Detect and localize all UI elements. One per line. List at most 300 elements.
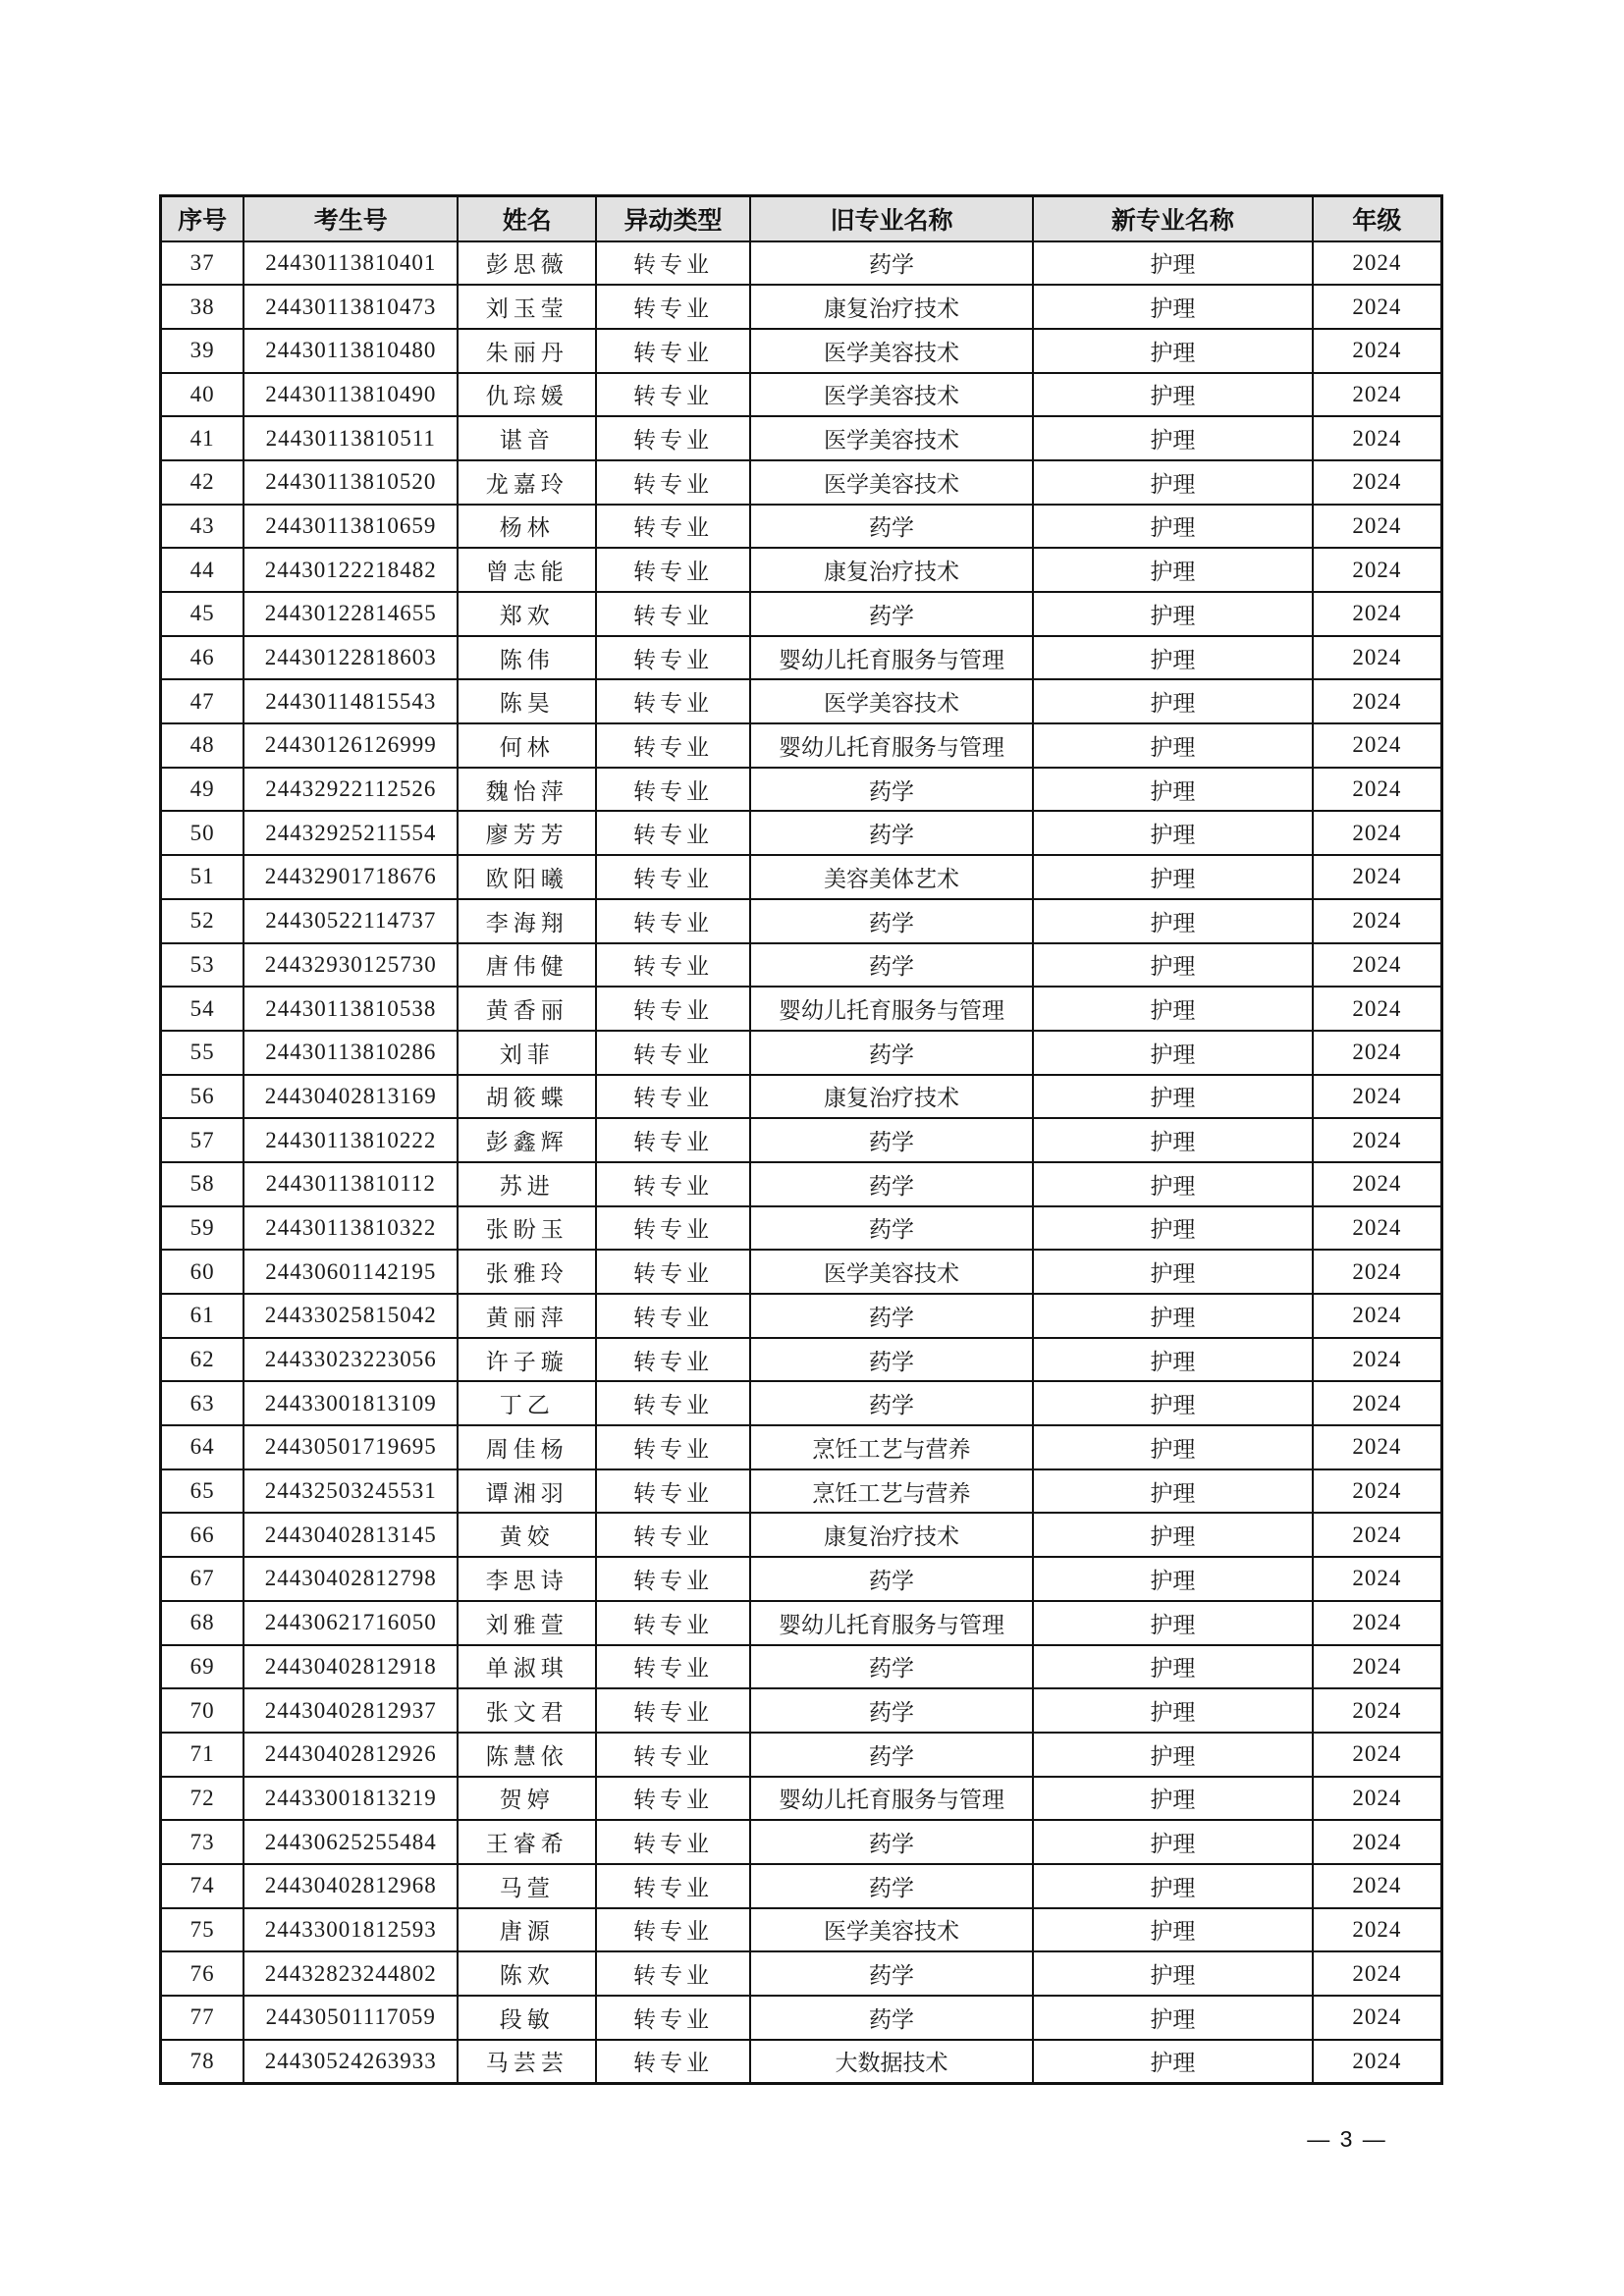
cell-new_major: 护理 — [1033, 1820, 1312, 1864]
cell-new_major: 护理 — [1033, 592, 1312, 636]
cell-id: 24430402813169 — [244, 1075, 458, 1119]
cell-seq: 62 — [161, 1338, 244, 1382]
table-row — [161, 1601, 1442, 1645]
cell-type: 转专业 — [596, 505, 750, 549]
cell-grade: 2024 — [1313, 1820, 1442, 1864]
cell-type: 转专业 — [596, 723, 750, 768]
cell-type: 转专业 — [596, 1075, 750, 1119]
cell-grade: 2024 — [1313, 1557, 1442, 1601]
cell-new_major: 护理 — [1033, 548, 1312, 592]
cell-type: 转专业 — [596, 1338, 750, 1382]
cell-old_major: 康复治疗技术 — [750, 285, 1033, 329]
cell-id: 24432503245531 — [244, 1469, 458, 1514]
cell-type: 转专业 — [596, 416, 750, 460]
table-row — [161, 1777, 1442, 1821]
cell-new_major: 护理 — [1033, 1206, 1312, 1251]
cell-new_major: 护理 — [1033, 679, 1312, 723]
cell-grade: 2024 — [1313, 1250, 1442, 1294]
cell-id: 24432823244802 — [244, 1951, 458, 1996]
cell-old_major: 药学 — [750, 1557, 1033, 1601]
cell-new_major: 护理 — [1033, 987, 1312, 1031]
cell-seq: 44 — [161, 548, 244, 592]
cell-new_major: 护理 — [1033, 943, 1312, 988]
table-row — [161, 1733, 1442, 1777]
cell-id: 24430113810112 — [244, 1162, 458, 1206]
cell-name: 陈伟 — [458, 636, 596, 680]
cell-type: 转专业 — [596, 1908, 750, 1952]
cell-grade: 2024 — [1313, 548, 1442, 592]
table-row — [161, 679, 1442, 723]
cell-type: 转专业 — [596, 1951, 750, 1996]
table-row — [161, 505, 1442, 549]
cell-name: 李海翔 — [458, 899, 596, 943]
table-row — [161, 1075, 1442, 1119]
cell-type: 转专业 — [596, 1031, 750, 1075]
cell-new_major: 护理 — [1033, 768, 1312, 812]
cell-type: 转专业 — [596, 1118, 750, 1162]
cell-seq: 45 — [161, 592, 244, 636]
cell-new_major: 护理 — [1033, 1118, 1312, 1162]
cell-new_major: 护理 — [1033, 329, 1312, 373]
cell-grade: 2024 — [1313, 285, 1442, 329]
cell-seq: 60 — [161, 1250, 244, 1294]
cell-type: 转专业 — [596, 1820, 750, 1864]
cell-name: 谌音 — [458, 416, 596, 460]
table-row — [161, 1425, 1442, 1469]
cell-name: 魏怡萍 — [458, 768, 596, 812]
cell-new_major: 护理 — [1033, 373, 1312, 417]
table-row — [161, 1513, 1442, 1557]
cell-name: 许子璇 — [458, 1338, 596, 1382]
cell-grade: 2024 — [1313, 329, 1442, 373]
table-row — [161, 855, 1442, 899]
cell-type: 转专业 — [596, 1688, 750, 1733]
student-transfer-table — [159, 194, 1443, 2085]
table-row — [161, 987, 1442, 1031]
cell-name: 曾志能 — [458, 548, 596, 592]
table-row — [161, 416, 1442, 460]
cell-id: 24430113810659 — [244, 505, 458, 549]
cell-new_major: 护理 — [1033, 460, 1312, 505]
cell-new_major: 护理 — [1033, 1294, 1312, 1338]
cell-old_major: 康复治疗技术 — [750, 1075, 1033, 1119]
cell-seq: 66 — [161, 1513, 244, 1557]
table-row — [161, 329, 1442, 373]
cell-grade: 2024 — [1313, 1075, 1442, 1119]
cell-new_major: 护理 — [1033, 1075, 1312, 1119]
cell-grade: 2024 — [1313, 1162, 1442, 1206]
cell-id: 24430402812918 — [244, 1645, 458, 1689]
cell-id: 24432901718676 — [244, 855, 458, 899]
cell-id: 24430113810511 — [244, 416, 458, 460]
cell-name: 刘玉莹 — [458, 285, 596, 329]
cell-grade: 2024 — [1313, 1513, 1442, 1557]
cell-old_major: 康复治疗技术 — [750, 548, 1033, 592]
cell-old_major: 药学 — [750, 1951, 1033, 1996]
cell-old_major: 美容美体艺术 — [750, 855, 1033, 899]
cell-old_major: 药学 — [750, 768, 1033, 812]
cell-old_major: 药学 — [750, 1864, 1033, 1908]
cell-seq: 37 — [161, 241, 244, 286]
cell-new_major: 护理 — [1033, 723, 1312, 768]
table-row — [161, 1118, 1442, 1162]
cell-id: 24430524263933 — [244, 2040, 458, 2084]
cell-grade: 2024 — [1313, 1951, 1442, 1996]
cell-old_major: 烹饪工艺与营养 — [750, 1425, 1033, 1469]
cell-seq: 49 — [161, 768, 244, 812]
cell-seq: 73 — [161, 1820, 244, 1864]
table-row — [161, 1996, 1442, 2040]
cell-grade: 2024 — [1313, 723, 1442, 768]
table-row — [161, 636, 1442, 680]
cell-name: 黄香丽 — [458, 987, 596, 1031]
cell-name: 王睿希 — [458, 1820, 596, 1864]
table-row — [161, 592, 1442, 636]
cell-type: 转专业 — [596, 1250, 750, 1294]
column-header-type: 异动类型 — [596, 196, 750, 241]
cell-name: 廖芳芳 — [458, 811, 596, 855]
cell-new_major: 护理 — [1033, 811, 1312, 855]
cell-type: 转专业 — [596, 899, 750, 943]
cell-old_major: 药学 — [750, 811, 1033, 855]
cell-id: 24432930125730 — [244, 943, 458, 988]
cell-seq: 51 — [161, 855, 244, 899]
cell-grade: 2024 — [1313, 1425, 1442, 1469]
cell-grade: 2024 — [1313, 1118, 1442, 1162]
cell-name: 胡筱蝶 — [458, 1075, 596, 1119]
cell-type: 转专业 — [596, 1425, 750, 1469]
column-header-id: 考生号 — [244, 196, 458, 241]
table-row — [161, 1031, 1442, 1075]
cell-name: 刘菲 — [458, 1031, 596, 1075]
cell-new_major: 护理 — [1033, 1908, 1312, 1952]
cell-grade: 2024 — [1313, 1381, 1442, 1425]
page-number: — 3 — — [1307, 2126, 1387, 2152]
cell-id: 24430122218482 — [244, 548, 458, 592]
cell-old_major: 康复治疗技术 — [750, 1513, 1033, 1557]
cell-new_major: 护理 — [1033, 1425, 1312, 1469]
cell-old_major: 药学 — [750, 1031, 1033, 1075]
cell-old_major: 医学美容技术 — [750, 1908, 1033, 1952]
cell-name: 陈欢 — [458, 1951, 596, 1996]
cell-old_major: 药学 — [750, 1645, 1033, 1689]
cell-old_major: 烹饪工艺与营养 — [750, 1469, 1033, 1514]
cell-name: 欧阳曦 — [458, 855, 596, 899]
cell-type: 转专业 — [596, 241, 750, 286]
cell-type: 转专业 — [596, 768, 750, 812]
cell-id: 24430113810480 — [244, 329, 458, 373]
cell-grade: 2024 — [1313, 1469, 1442, 1514]
cell-name: 龙嘉玲 — [458, 460, 596, 505]
cell-new_major: 护理 — [1033, 855, 1312, 899]
cell-old_major: 药学 — [750, 1206, 1033, 1251]
cell-grade: 2024 — [1313, 768, 1442, 812]
cell-id: 24430402812937 — [244, 1688, 458, 1733]
cell-type: 转专业 — [596, 1469, 750, 1514]
cell-grade: 2024 — [1313, 1996, 1442, 2040]
cell-old_major: 药学 — [750, 1338, 1033, 1382]
cell-new_major: 护理 — [1033, 1031, 1312, 1075]
cell-seq: 41 — [161, 416, 244, 460]
cell-seq: 50 — [161, 811, 244, 855]
cell-grade: 2024 — [1313, 679, 1442, 723]
cell-name: 单淑琪 — [458, 1645, 596, 1689]
cell-seq: 64 — [161, 1425, 244, 1469]
cell-seq: 55 — [161, 1031, 244, 1075]
cell-seq: 68 — [161, 1601, 244, 1645]
cell-id: 24430501117059 — [244, 1996, 458, 2040]
column-header-old_major: 旧专业名称 — [750, 196, 1033, 241]
cell-new_major: 护理 — [1033, 1688, 1312, 1733]
table-header-row — [161, 196, 1442, 241]
cell-seq: 58 — [161, 1162, 244, 1206]
cell-type: 转专业 — [596, 679, 750, 723]
cell-id: 24430113810401 — [244, 241, 458, 286]
cell-name: 丁乙 — [458, 1381, 596, 1425]
cell-old_major: 药学 — [750, 1688, 1033, 1733]
cell-name: 杨林 — [458, 505, 596, 549]
cell-old_major: 婴幼儿托育服务与管理 — [750, 723, 1033, 768]
cell-type: 转专业 — [596, 285, 750, 329]
cell-type: 转专业 — [596, 1733, 750, 1777]
cell-type: 转专业 — [596, 1777, 750, 1821]
cell-id: 24430625255484 — [244, 1820, 458, 1864]
cell-name: 苏进 — [458, 1162, 596, 1206]
cell-id: 24430402812968 — [244, 1864, 458, 1908]
table-row — [161, 1557, 1442, 1601]
cell-type: 转专业 — [596, 636, 750, 680]
cell-type: 转专业 — [596, 548, 750, 592]
cell-name: 朱丽丹 — [458, 329, 596, 373]
cell-seq: 40 — [161, 373, 244, 417]
cell-type: 转专业 — [596, 1513, 750, 1557]
cell-id: 24430113810222 — [244, 1118, 458, 1162]
cell-grade: 2024 — [1313, 505, 1442, 549]
cell-id: 24430402812798 — [244, 1557, 458, 1601]
cell-new_major: 护理 — [1033, 1469, 1312, 1514]
cell-seq: 56 — [161, 1075, 244, 1119]
cell-type: 转专业 — [596, 987, 750, 1031]
cell-old_major: 医学美容技术 — [750, 679, 1033, 723]
cell-type: 转专业 — [596, 1162, 750, 1206]
cell-name: 唐伟健 — [458, 943, 596, 988]
table-row — [161, 1338, 1442, 1382]
cell-old_major: 医学美容技术 — [750, 460, 1033, 505]
cell-grade: 2024 — [1313, 373, 1442, 417]
table-row — [161, 241, 1442, 286]
cell-seq: 38 — [161, 285, 244, 329]
cell-old_major: 药学 — [750, 592, 1033, 636]
cell-seq: 57 — [161, 1118, 244, 1162]
cell-old_major: 婴幼儿托育服务与管理 — [750, 1777, 1033, 1821]
cell-new_major: 护理 — [1033, 1777, 1312, 1821]
cell-new_major: 护理 — [1033, 1381, 1312, 1425]
table-row — [161, 1864, 1442, 1908]
cell-new_major: 护理 — [1033, 636, 1312, 680]
cell-grade: 2024 — [1313, 241, 1442, 286]
cell-seq: 43 — [161, 505, 244, 549]
cell-name: 郑欢 — [458, 592, 596, 636]
cell-old_major: 药学 — [750, 899, 1033, 943]
cell-type: 转专业 — [596, 855, 750, 899]
cell-id: 24430113810520 — [244, 460, 458, 505]
table-row — [161, 460, 1442, 505]
table-row — [161, 811, 1442, 855]
cell-type: 转专业 — [596, 2040, 750, 2084]
cell-name: 彭思薇 — [458, 241, 596, 286]
table-row — [161, 768, 1442, 812]
cell-old_major: 药学 — [750, 1381, 1033, 1425]
table-row — [161, 285, 1442, 329]
cell-seq: 71 — [161, 1733, 244, 1777]
cell-old_major: 药学 — [750, 943, 1033, 988]
cell-id: 24430113810490 — [244, 373, 458, 417]
cell-seq: 76 — [161, 1951, 244, 1996]
cell-type: 转专业 — [596, 1645, 750, 1689]
cell-seq: 54 — [161, 987, 244, 1031]
table-row — [161, 1250, 1442, 1294]
cell-seq: 47 — [161, 679, 244, 723]
cell-type: 转专业 — [596, 592, 750, 636]
cell-old_major: 药学 — [750, 1733, 1033, 1777]
cell-old_major: 药学 — [750, 505, 1033, 549]
cell-old_major: 医学美容技术 — [750, 329, 1033, 373]
cell-type: 转专业 — [596, 1294, 750, 1338]
cell-id: 24433023223056 — [244, 1338, 458, 1382]
cell-grade: 2024 — [1313, 987, 1442, 1031]
cell-id: 24433001813109 — [244, 1381, 458, 1425]
cell-name: 马芸芸 — [458, 2040, 596, 2084]
table-body — [161, 241, 1442, 2084]
cell-id: 24433001813219 — [244, 1777, 458, 1821]
cell-id: 24430522114737 — [244, 899, 458, 943]
cell-grade: 2024 — [1313, 899, 1442, 943]
cell-id: 24433025815042 — [244, 1294, 458, 1338]
cell-name: 张文君 — [458, 1688, 596, 1733]
cell-old_major: 医学美容技术 — [750, 1250, 1033, 1294]
cell-type: 转专业 — [596, 460, 750, 505]
cell-new_major: 护理 — [1033, 285, 1312, 329]
cell-id: 24430402812926 — [244, 1733, 458, 1777]
table-row — [161, 1820, 1442, 1864]
cell-new_major: 护理 — [1033, 1733, 1312, 1777]
cell-old_major: 药学 — [750, 1820, 1033, 1864]
cell-seq: 59 — [161, 1206, 244, 1251]
cell-old_major: 婴幼儿托育服务与管理 — [750, 987, 1033, 1031]
cell-id: 24430113810538 — [244, 987, 458, 1031]
cell-grade: 2024 — [1313, 1601, 1442, 1645]
cell-old_major: 婴幼儿托育服务与管理 — [750, 1601, 1033, 1645]
cell-new_major: 护理 — [1033, 416, 1312, 460]
cell-new_major: 护理 — [1033, 505, 1312, 549]
cell-grade: 2024 — [1313, 2040, 1442, 2084]
cell-new_major: 护理 — [1033, 1557, 1312, 1601]
cell-name: 马萱 — [458, 1864, 596, 1908]
cell-type: 转专业 — [596, 1206, 750, 1251]
cell-type: 转专业 — [596, 373, 750, 417]
cell-grade: 2024 — [1313, 1031, 1442, 1075]
cell-seq: 63 — [161, 1381, 244, 1425]
cell-old_major: 药学 — [750, 1294, 1033, 1338]
cell-grade: 2024 — [1313, 1733, 1442, 1777]
cell-grade: 2024 — [1313, 416, 1442, 460]
cell-id: 24430126126999 — [244, 723, 458, 768]
cell-new_major: 护理 — [1033, 1162, 1312, 1206]
table-row — [161, 2040, 1442, 2084]
column-header-name: 姓名 — [458, 196, 596, 241]
cell-name: 张盼玉 — [458, 1206, 596, 1251]
cell-seq: 65 — [161, 1469, 244, 1514]
cell-type: 转专业 — [596, 1601, 750, 1645]
cell-name: 周佳杨 — [458, 1425, 596, 1469]
cell-type: 转专业 — [596, 943, 750, 988]
cell-name: 段敏 — [458, 1996, 596, 2040]
table-row — [161, 943, 1442, 988]
cell-grade: 2024 — [1313, 636, 1442, 680]
cell-id: 24430621716050 — [244, 1601, 458, 1645]
cell-name: 彭鑫辉 — [458, 1118, 596, 1162]
cell-new_major: 护理 — [1033, 1864, 1312, 1908]
cell-new_major: 护理 — [1033, 1951, 1312, 1996]
table-row — [161, 1162, 1442, 1206]
cell-old_major: 大数据技术 — [750, 2040, 1033, 2084]
cell-id: 24430501719695 — [244, 1425, 458, 1469]
cell-old_major: 药学 — [750, 1162, 1033, 1206]
cell-id: 24430113810286 — [244, 1031, 458, 1075]
cell-new_major: 护理 — [1033, 1996, 1312, 2040]
cell-name: 仇琮媛 — [458, 373, 596, 417]
cell-old_major: 药学 — [750, 1996, 1033, 2040]
cell-grade: 2024 — [1313, 460, 1442, 505]
cell-type: 转专业 — [596, 329, 750, 373]
column-header-new_major: 新专业名称 — [1033, 196, 1312, 241]
cell-new_major: 护理 — [1033, 2040, 1312, 2084]
column-header-grade: 年级 — [1313, 196, 1442, 241]
cell-seq: 46 — [161, 636, 244, 680]
cell-seq: 70 — [161, 1688, 244, 1733]
table-row — [161, 1951, 1442, 1996]
table-row — [161, 1908, 1442, 1952]
cell-type: 转专业 — [596, 1996, 750, 2040]
table-row — [161, 1206, 1442, 1251]
cell-grade: 2024 — [1313, 1645, 1442, 1689]
cell-id: 24430122818603 — [244, 636, 458, 680]
cell-type: 转专业 — [596, 1557, 750, 1601]
table-row — [161, 548, 1442, 592]
cell-seq: 67 — [161, 1557, 244, 1601]
table-row — [161, 373, 1442, 417]
cell-old_major: 婴幼儿托育服务与管理 — [750, 636, 1033, 680]
cell-grade: 2024 — [1313, 855, 1442, 899]
cell-name: 唐源 — [458, 1908, 596, 1952]
cell-seq: 72 — [161, 1777, 244, 1821]
cell-grade: 2024 — [1313, 1338, 1442, 1382]
cell-grade: 2024 — [1313, 1688, 1442, 1733]
cell-seq: 39 — [161, 329, 244, 373]
cell-seq: 53 — [161, 943, 244, 988]
cell-grade: 2024 — [1313, 1908, 1442, 1952]
cell-old_major: 药学 — [750, 241, 1033, 286]
cell-new_major: 护理 — [1033, 241, 1312, 286]
cell-grade: 2024 — [1313, 1294, 1442, 1338]
cell-grade: 2024 — [1313, 811, 1442, 855]
table-row — [161, 1469, 1442, 1514]
cell-id: 24430402813145 — [244, 1513, 458, 1557]
cell-id: 24430113810473 — [244, 285, 458, 329]
cell-grade: 2024 — [1313, 943, 1442, 988]
cell-new_major: 护理 — [1033, 1513, 1312, 1557]
cell-grade: 2024 — [1313, 592, 1442, 636]
